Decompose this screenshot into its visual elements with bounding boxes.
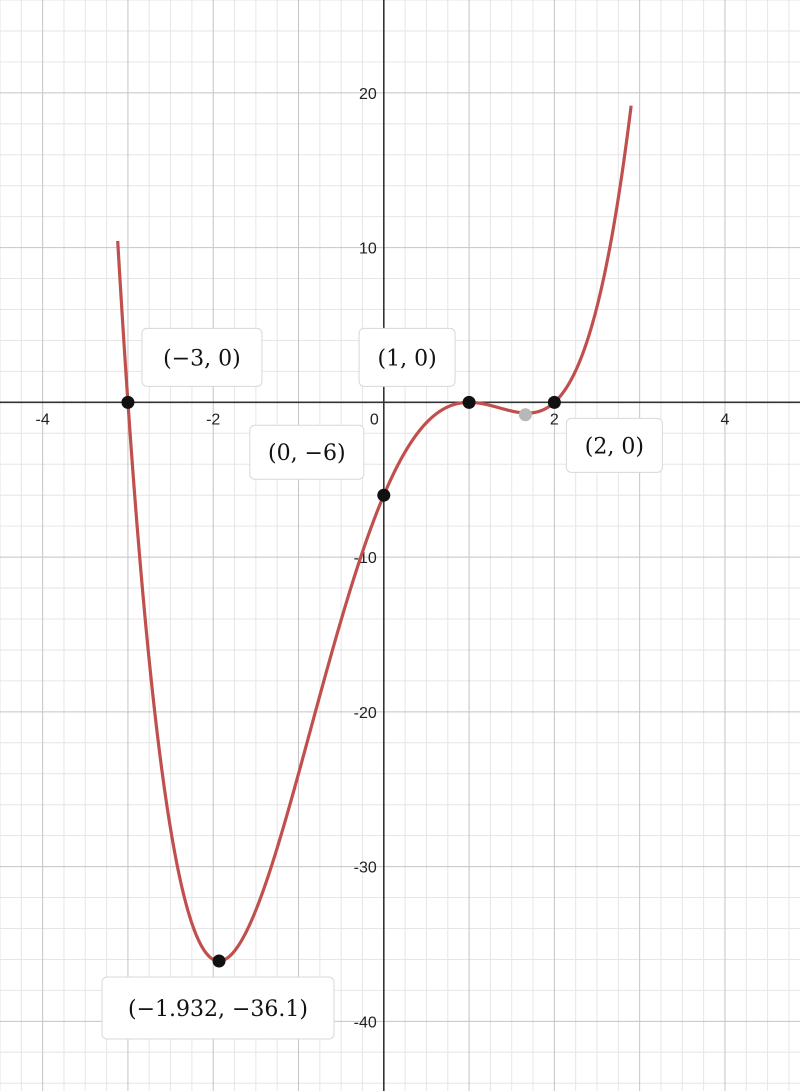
x-tick-label: -2 — [206, 411, 221, 429]
labeled-point[interactable] — [121, 396, 134, 409]
y-tick-label: -30 — [353, 859, 377, 877]
labeled-point[interactable] — [213, 955, 226, 968]
point-label: (2, 0) — [584, 434, 644, 460]
hover-point[interactable] — [519, 408, 532, 421]
point-label: (0, −6) — [267, 441, 346, 467]
y-tick-label: -20 — [353, 704, 377, 722]
y-tick-label: -10 — [353, 550, 377, 568]
x-tick-label: -4 — [35, 411, 50, 429]
y-tick-label: -40 — [353, 1014, 377, 1032]
point-label: (−1.932, −36.1) — [128, 997, 309, 1023]
labeled-point[interactable] — [548, 396, 561, 409]
point-label: (1, 0) — [377, 346, 437, 372]
x-tick-label: 2 — [549, 411, 559, 429]
y-tick-label: 20 — [358, 85, 377, 103]
x-tick-label: 4 — [720, 411, 730, 429]
labeled-point[interactable] — [463, 396, 476, 409]
y-tick-label: 10 — [358, 240, 377, 258]
x-tick-label: 0 — [369, 411, 379, 429]
point-label: (−3, 0) — [163, 346, 241, 372]
labeled-point[interactable] — [377, 489, 390, 502]
